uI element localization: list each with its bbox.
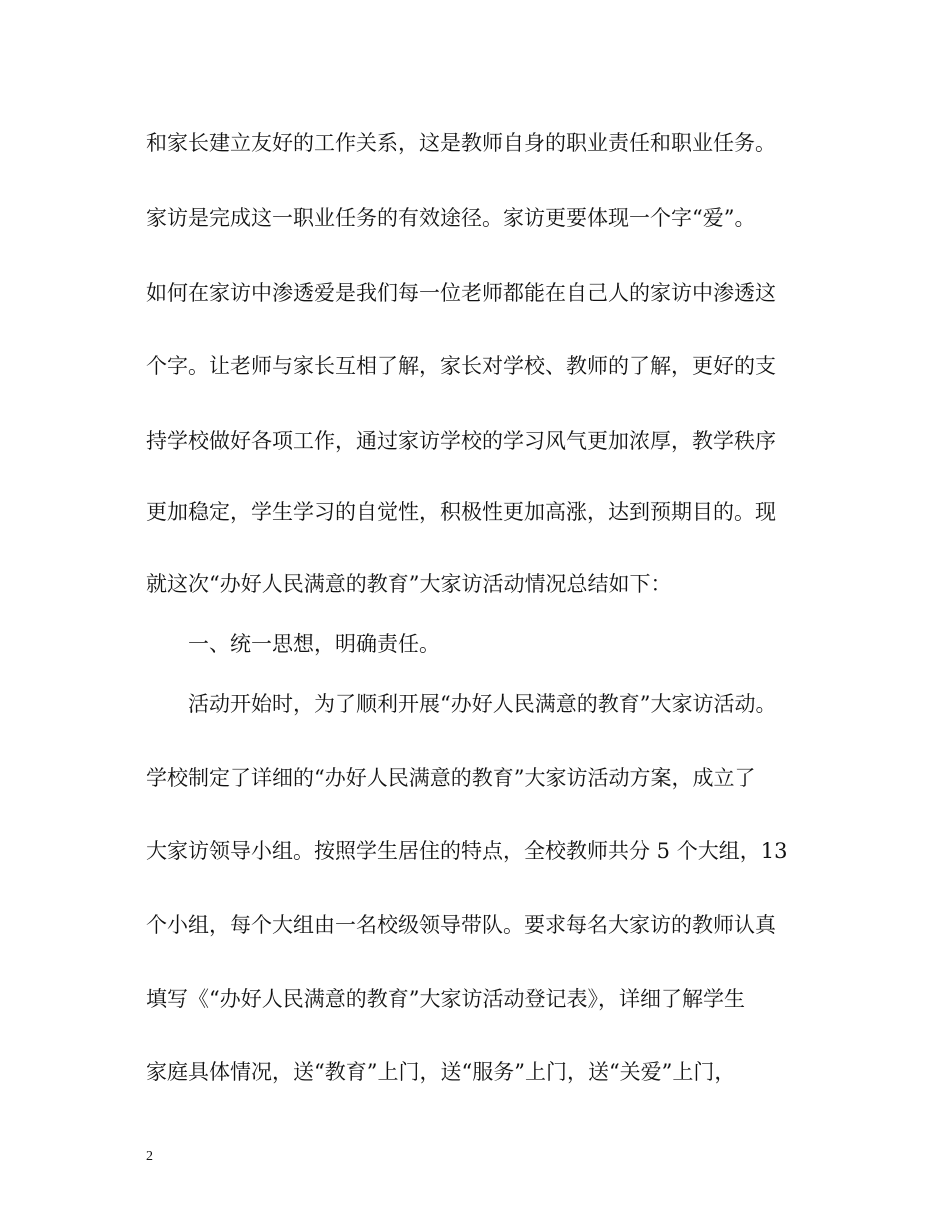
section-heading: 一、统一思想，明确责任。	[188, 632, 440, 656]
text-line-12: 个小组，每个大组由一名校级领导带队。要求每名大家访的教师认真	[146, 913, 776, 937]
text-line-9: 活动开始时，为了顺利开展“办好人民满意的教育”大家访活动。	[188, 692, 777, 716]
text-line-5: 持学校做好各项工作，通过家访学校的学习风气更加浓厚，教学秩序	[146, 429, 776, 453]
text-line-11: 大家访领导小组。按照学生居住的特点，全校教师共分 5 个大组，13	[146, 839, 788, 863]
text-line-10: 学校制定了详细的“办好人民满意的教育”大家访活动方案，成立了	[146, 766, 756, 790]
text-line-7: 就这次“办好人民满意的教育”大家访活动情况总结如下：	[146, 572, 672, 596]
text-line-1: 和家长建立友好的工作关系，这是教师自身的职业责任和职业任务。	[146, 131, 776, 155]
text-line-13: 填写《“办好人民满意的教育”大家访活动登记表》，详细了解学生	[146, 987, 745, 1011]
text-line-6: 更加稳定，学生学习的自觉性，积极性更加高涨，达到预期目的。现	[146, 500, 776, 524]
text-line-14: 家庭具体情况，送“教育”上门，送“服务”上门，送“关爱”上门，	[146, 1060, 736, 1084]
text-line-2: 家访是完成这一职业任务的有效途径。家访更要体现一个字“爱”。	[146, 206, 756, 230]
text-line-4: 个字。让老师与家长互相了解，家长对学校、教师的了解，更好的支	[146, 354, 776, 378]
text-line-3: 如何在家访中渗透爱是我们每一位老师都能在自己人的家访中渗透这	[146, 281, 776, 305]
page-number: 2	[146, 1149, 153, 1164]
